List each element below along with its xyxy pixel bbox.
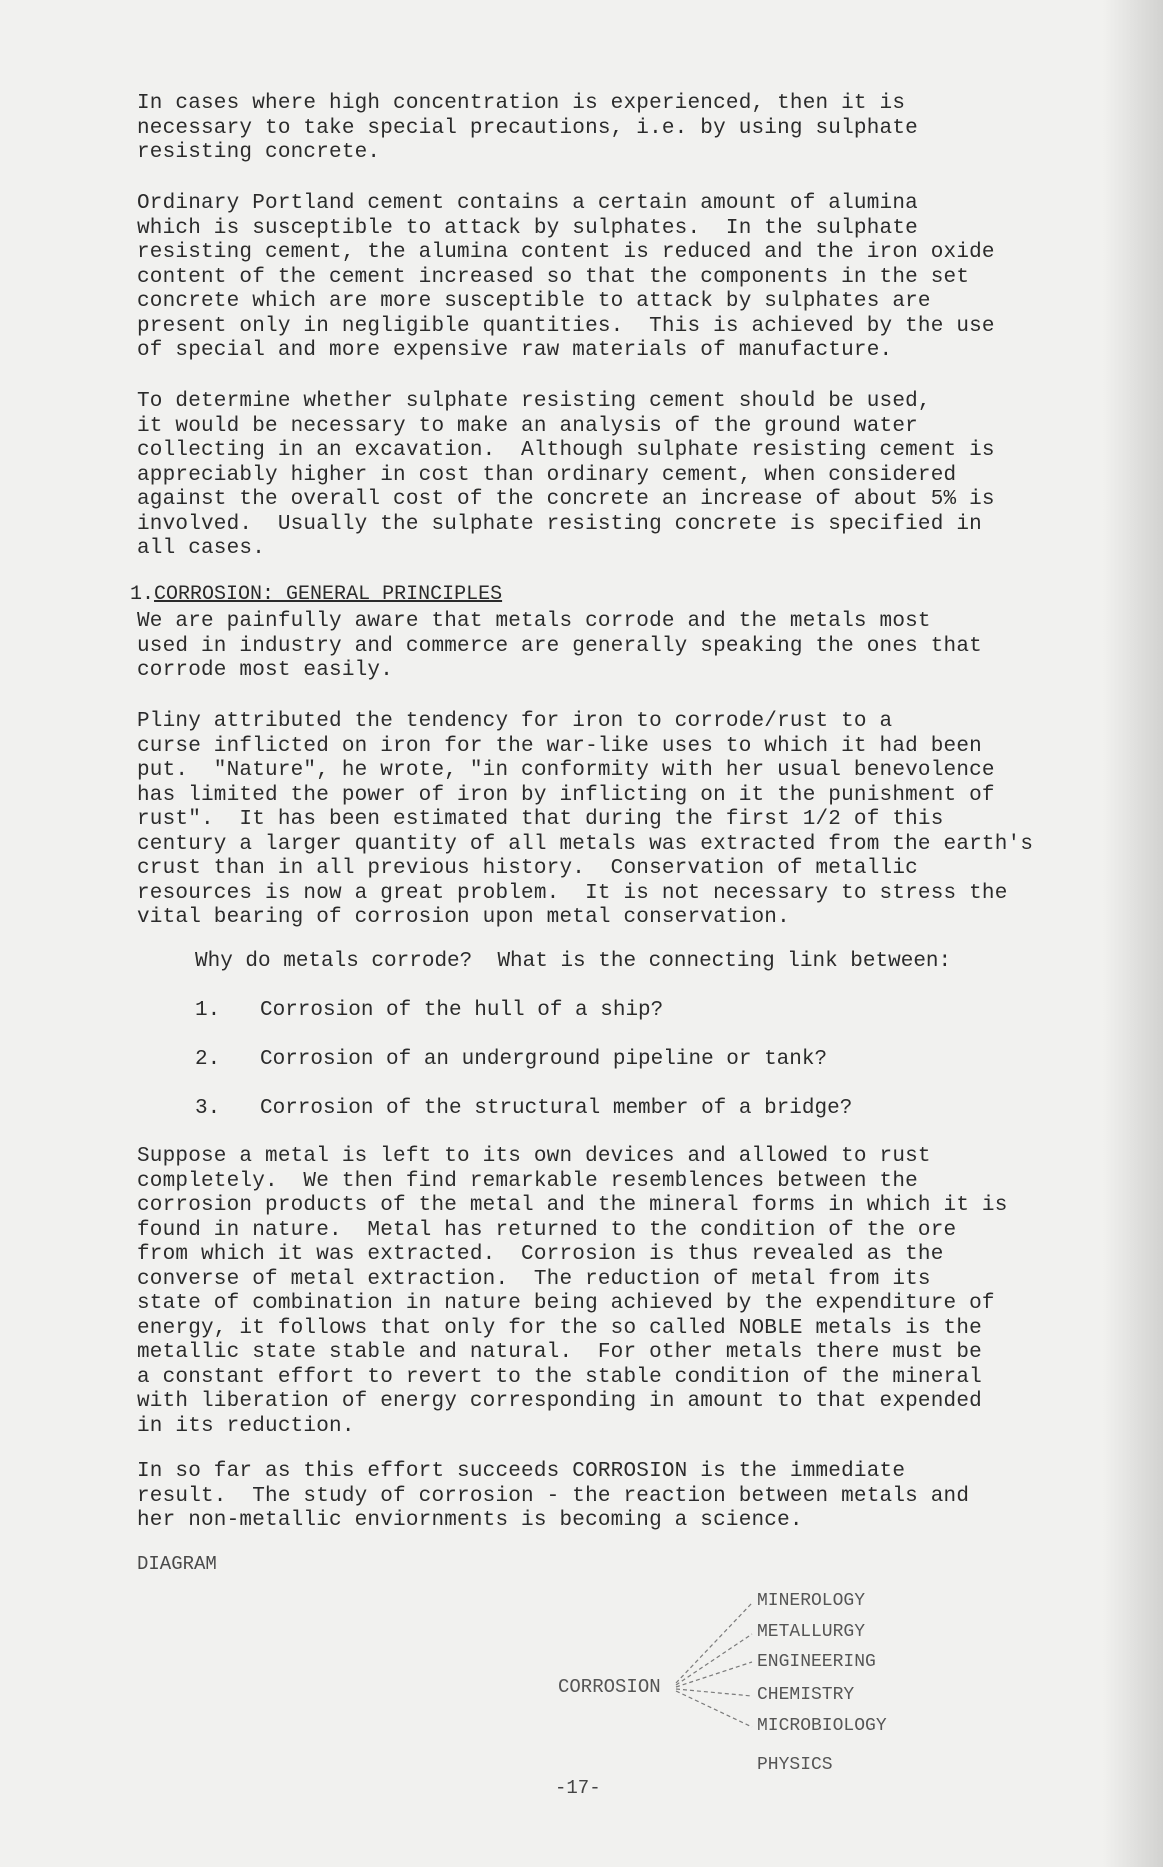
diagram-branch: METALLURGY <box>757 1622 866 1642</box>
paragraph-portland-cement: Ordinary Portland cement contains a certain amount of alumina which is susceptible to attack by sulphates. In the sulphate resisting cement, the alumina content is reduced and the iron oxide content of the cement increased so that the components in the set concrete which are more susceptible to attack by sulphates are present only in negligible quantities. This is achieved by the use of special and more expensive raw materials of manufacture. <box>137 192 995 362</box>
paragraph-pliny: Pliny attributed the tendency for iron to corrode/rust to a curse inflicted on iron for the war-like uses to which it had been put. "Nature", he wrote, "in conformity with her usual benevolence has limited the power of iron by inflicting on it the punishment of rust". It has been estimated that during the first 1/2 of this century a larger quantity of all metals was extracted from the earth's crust than in all previous history. Conservation of metallic resources is now a great problem. It is not necessary to stress the vital bearing of corrosion upon metal conservation. <box>137 710 1034 929</box>
paragraph-corrosion-science: In so far as this effort succeeds CORROSION is the immediate result. The study of corrosion - the reaction between metals and her non-metallic enviornments is becoming a science. <box>137 1460 970 1532</box>
connector-line <box>676 1691 752 1727</box>
diagram-label: DIAGRAM <box>137 1553 217 1575</box>
connector-line <box>676 1634 752 1685</box>
section-title: CORROSION: GENERAL PRINCIPLES <box>154 583 503 606</box>
paragraph-painfully-aware: We are painfully aware that metals corrode and the metals most used in industry and commerce are generally speaking the ones that corrode most easily. <box>137 610 982 682</box>
question-item: 3. Corrosion of the structural member of a bridge? <box>195 1097 853 1120</box>
diagram-branch: ENGINEERING <box>757 1652 876 1672</box>
section-heading <box>106 560 502 606</box>
diagram-branch: MINEROLOGY <box>757 1591 866 1611</box>
question-item: 1. Corrosion of the hull of a ship? <box>195 999 664 1022</box>
diagram-root: CORROSION <box>558 1676 661 1698</box>
diagram-branch: PHYSICS <box>757 1755 833 1775</box>
diagram-branch: CHEMISTRY <box>757 1685 855 1705</box>
question-item: 2. Corrosion of an underground pipeline or tank? <box>195 1048 828 1071</box>
paragraph-sulphate-precautions: In cases where high concentration is experienced, then it is necessary to take special precautions, i.e. by using sulphate resisting concrete. <box>137 92 918 164</box>
page-edge-shadow <box>1103 0 1163 1867</box>
paragraph-determine-cement: To determine whether sulphate resisting cement should be used, it would be necessary to make an analysis of the ground water collecting in an excavation. Although sulphate resisting cement is appreciably higher in cost than ordinary cement, when considered against the overall cost of the concrete an increase of about 5% is involved. Usually the sulphate resisting concrete is specified in all cases. <box>137 390 995 560</box>
section-number: 1. <box>130 583 155 606</box>
diagram-branch: MICROBIOLOGY <box>757 1716 887 1736</box>
connector-line <box>676 1603 752 1683</box>
connector-line <box>676 1689 752 1696</box>
paragraph-metal-rust: Suppose a metal is left to its own devices and allowed to rust completely. We then find remarkable resemblences between the corrosion products of the metal and the mineral forms in which it is found in nature. Metal has returned to the condition of the ore from which it was extracted. Corrosion is thus revealed as the converse of metal extraction. The reduction of metal from its state of combination in nature being achieved by the expenditure of energy, it follows that only for the so called NOBLE metals is the metallic state stable and natural. For other metals there must be a constant effort to revert to the stable condition of the mineral with liberation of energy corresponding in amount to that expended in its reduction. <box>137 1145 1008 1438</box>
question-intro: Why do metals corrode? What is the connecting link between: <box>195 950 952 973</box>
connector-line <box>676 1662 752 1687</box>
page-number: -17- <box>555 1777 601 1799</box>
